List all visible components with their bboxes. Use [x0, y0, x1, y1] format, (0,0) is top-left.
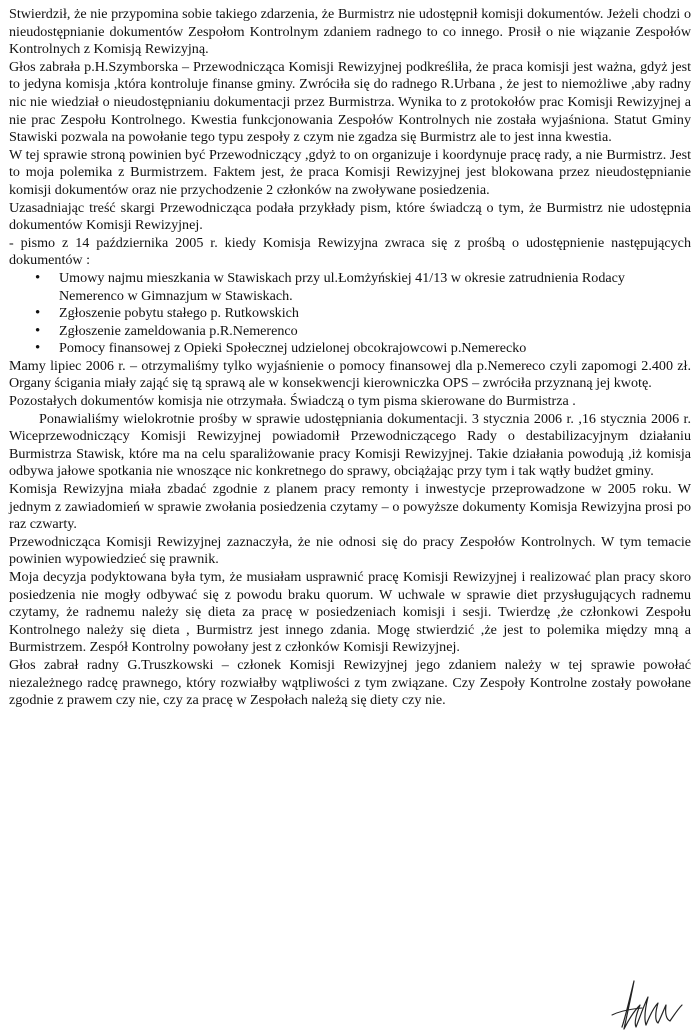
paragraph-8: Ponawialiśmy wielokrotnie prośby w sprawie udostępniania dokumentacji. 3 stycznia 2006 r. ,16 stycznia 2006 r. Wiceprzewodniczący Komisji Rewizyjnej powiadomił Przewodniczącego Rady o destabilizacyjnym działaniu Burmistrza Stawisk, które ma na celu sparaliżowanie pracy Komisji Rewizyjnej. Takie działania powodują ,iż komisja odbywa jałowe spotkania nie wnoszące nic konkretnego do sprawy, obciążając przy tym i tak wątły budżet gminy. — [9, 410, 691, 480]
paragraph-3: W tej sprawie stroną powinien być Przewodniczący ,gdyż to on organizuje i koordynuje pracę rady, a nie Burmistrz. Jest to moja polemika z Burmistrzem. Faktem jest, że praca Komisji Rewizyjnej jest blokowana przez nieudostępnianie komisji dokumentów oraz nie przychodzenie 2 członków na zwoływane posiedzenia. — [9, 146, 691, 198]
handwritten-signature — [600, 975, 695, 1033]
list-item: • Zgłoszenie pobytu stałego p. Rutkowskich — [47, 305, 691, 323]
document-body — [9, 6, 691, 710]
paragraph-6: Mamy lipiec 2006 r. – otrzymaliśmy tylko wyjaśnienie o pomocy finansowej dla p.Nemereco czyli zapomogi 2.400 zł. Organy ścigania miały zająć się tą sprawą ale w konsekwencji kierowniczka OPS – zwróciła przyznaną jej kwotę. — [9, 357, 691, 392]
list-item: • Pomocy finansowej z Opieki Społecznej udzielonej obcokrajowcowi p.Nemerecko — [47, 340, 691, 358]
paragraph-2: Głos zabrała p.H.Szymborska – Przewodnicząca Komisji Rewizyjnej podkreśliła, że praca komisji jest ważna, gdyż jest to jedyna komisja ,która kontroluje finanse gminy. Zwróciła się do radnego R.Urbana , że jest to niemożliwe ,aby radny nic nie wiedział o nieudostępnianiu dokumentacji przez Burmistrza. Wynika to z protokołów prac Komisji Rewizyjnej a nie prac Zespołu Kontrolnego. Kwestia funkcjonowania Zespołów Kontrolnych nie została wyjaśniona. Statut Gminy Stawiski pozwala na powołanie tego typu zespoły z czym nie zgadza się Burmistrz ale to jest inna kwestia. — [9, 58, 691, 146]
paragraph-10: Przewodnicząca Komisji Rewizyjnej zaznaczyła, że nie odnosi się do pracy Zespołów Kontrolnych. W tym temacie powinien wypowiedzieć się prawnik. — [9, 533, 691, 568]
paragraph-11: Moja decyzja podyktowana była tym, że musiałam usprawnić pracę Komisji Rewizyjnej i realizować plan pracy skoro posiedzenia nie mogły odbywać się z powodu braku quorum. W uchwale w sprawie diet przysługujących radnemu czytamy, że radnemu należy się dieta za pracę w posiedzeniach komisji i sesji. Twierdzę ,że członkowi Zespołu Kontrolnego należy się dieta , Burmistrz jest innego zdania. Mogę stwierdzić ,że jest to polemika między mną a Burmistrzem. Zespół Kontrolny powołany jest z członków Komisji Rewizyjnej. — [9, 569, 691, 656]
list-item: • Umowy najmu mieszkania w Stawiskach przy ul.Łomżyńskiej 41/13 w okresie zatrudnienia Rodacy Nemerenco w Gimnazjum w Stawiskach. — [47, 270, 691, 305]
paragraph-5: - pismo z 14 października 2005 r. kiedy Komisja Rewizyjna zwraca się z prośbą o udostępnienie następujących dokumentów : — [9, 234, 691, 269]
paragraph-9: Komisja Rewizyjna miała zbadać zgodnie z planem pracy remonty i inwestycje przeprowadzone w 2005 roku. W jednym z zawiadomień w sprawie zwołania posiedzenia czytamy – o powyższe dokumenty Komisja Rewizyjna prosi po raz czwarty. — [9, 481, 691, 533]
paragraph-1: Stwierdził, że nie przypomina sobie takiego zdarzenia, że Burmistrz nie udostępnił komisji dokumentów. Jeżeli chodzi o nieudostępnianie dokumentów Zespołom Kontrolnym zdaniem radnego to co innego. Prosił o nie wiązanie Zespołów Kontrolnych z Komisją Rewizyjną. — [9, 6, 691, 58]
paragraph-4: Uzasadniając treść skargi Przewodnicząca podała przykłady pism, które świadczą o tym, że Burmistrz nie udostępnia dokumentów Komisji Rewizyjnej. — [9, 199, 691, 234]
paragraph-12: Głos zabrał radny G.Truszkowski – członek Komisji Rewizyjnej jego zdaniem należy w tej sprawie powołać niezależnego radcę prawnego, który rozwiałby wątpliwości z tym związane. Czy Zespoły Kontrolne zostały powołane zgodnie z prawem czy nie, czy za pracę w Zespołach należą się diety czy nie. — [9, 656, 691, 709]
document-list — [9, 270, 691, 358]
paragraph-7: Pozostałych dokumentów komisja nie otrzymała. Świadczą o tym pisma skierowane do Burmistrza . — [9, 393, 576, 410]
list-item: • Zgłoszenie zameldowania p.R.Nemerenco — [47, 323, 691, 341]
